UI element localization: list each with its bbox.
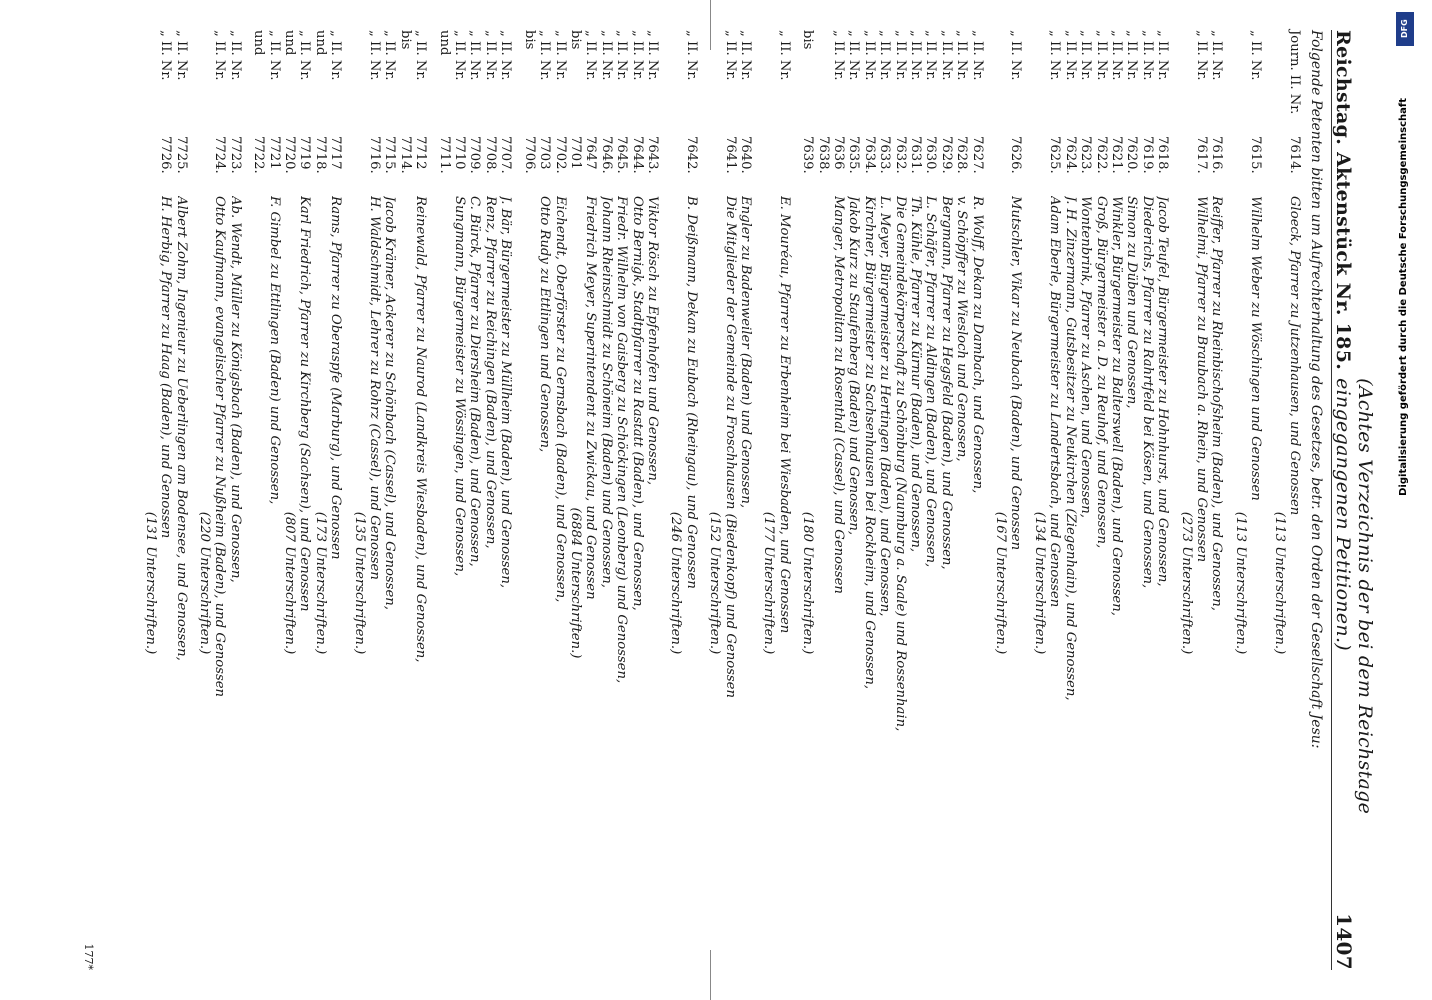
entry-number: 7724. xyxy=(212,136,228,174)
entry-journal-label: „ II. Nr. xyxy=(683,30,699,81)
petition-entry xyxy=(1209,30,1224,970)
entry-number xyxy=(351,136,366,196)
entry-text xyxy=(251,196,266,970)
entry-journal-label: „ II. Nr. xyxy=(923,30,939,81)
entry-journal-label: „ II. Nr. xyxy=(173,30,189,81)
petition-entry xyxy=(537,30,552,970)
entry-number: 7632. xyxy=(892,136,908,174)
header-title: (Achtes Verzeichnis der bei dem Reichstage eingegangenen Petitionen.) xyxy=(1332,378,1376,815)
entry-text: L. Schäfer, Pfarrer zu Aldingen (Baden), und Genossen, xyxy=(923,196,939,568)
entry-text: L. Meyer, Bürgermeister zu Hertingen (Baden), und Genossen, xyxy=(877,196,893,617)
entry-journal-label xyxy=(668,30,683,136)
entry-journal-label: „ II. Nr. xyxy=(1248,30,1264,81)
entry-text: (246 Unterschriften.) xyxy=(668,511,684,655)
petition-list xyxy=(142,30,1302,970)
entry-number: 7722. xyxy=(251,136,267,174)
entry-number: 7721 xyxy=(266,136,282,170)
entry-number xyxy=(761,136,776,196)
petition-entry xyxy=(683,30,698,970)
entry-number: 7647 xyxy=(583,136,599,170)
entry-text: J. H. Zinzermann, Gutsbesitzer zu Neukirchen (Ziegenhain), und Genossen, xyxy=(1062,196,1078,701)
entry-text: (113 Unterschriften.) xyxy=(1232,511,1248,655)
entry-number: 7723. xyxy=(227,136,243,174)
petition-entry xyxy=(923,30,938,970)
entry-number: 7701 xyxy=(567,136,583,170)
entry-text: Jakob Kurz zu Staufenberg (Baden) und Genossen, xyxy=(846,196,862,536)
entry-journal-label: „ II. Nr. xyxy=(552,30,568,81)
petition-entry xyxy=(197,30,212,970)
petition-entry xyxy=(800,30,815,970)
entry-text: Rams, Pfarrer zu Oberaspfe (Marburg), und Genossen xyxy=(328,196,344,560)
entry-journal-label xyxy=(1032,30,1047,136)
entry-number xyxy=(776,136,791,196)
entry-text: (177 Unterschriften.) xyxy=(761,511,777,655)
entry-text: (173 Unterschriften.) xyxy=(312,511,328,655)
petition-entry xyxy=(1194,30,1209,970)
entry-number: 7629. xyxy=(938,136,954,174)
entry-journal-label: bis xyxy=(521,30,537,50)
entry-number: 7710 xyxy=(452,136,468,170)
entry-text: Manger, Metropolitan zu Rosenthal (Cassel), und Genossen xyxy=(831,196,847,594)
entry-number: 7627. xyxy=(969,136,985,174)
entry-text: Th. Kühle, Pfarrer zu Kürnur (Baden), und Genossen, xyxy=(908,196,924,553)
entry-journal-label: „ II. Nr. xyxy=(1108,30,1124,81)
entry-journal-label: „ II. Nr. xyxy=(583,30,599,81)
entry-text: Diederichs, Pfarrer zu Rahrtfeld bei Kösen, und Genossen, xyxy=(1139,196,1155,589)
entry-journal-label: „ II. Nr. xyxy=(1093,30,1109,81)
petition-entry xyxy=(1232,30,1247,970)
petition-entry xyxy=(382,30,397,970)
entry-number: 7616. xyxy=(1209,136,1225,174)
footer-mark: 177* xyxy=(82,943,95,970)
entry-number: 7638. xyxy=(815,136,831,174)
petition-entry xyxy=(892,30,907,970)
petition-entry xyxy=(521,30,536,970)
entry-journal-label: bis xyxy=(397,30,413,50)
entry-text: Gloeck, Pfarrer zu Jutzenhausen, und Genossen xyxy=(1287,196,1302,516)
petition-entry xyxy=(436,30,451,970)
entry-journal-label: „ II. Nr. xyxy=(467,30,483,81)
entry-journal-label: „ II. Nr. xyxy=(537,30,553,81)
petition-entry xyxy=(552,30,567,970)
entry-journal-label: „ II. Nr. xyxy=(382,30,398,81)
entry-journal-label xyxy=(197,30,212,136)
fold-line-bottom xyxy=(710,950,711,1000)
entry-journal-label: „ II. Nr. xyxy=(629,30,645,81)
entry-text: Jacob Teufel, Bürgermeister zu Hohnhurst, und Genossen, xyxy=(1155,196,1171,587)
entry-text: (113 Unterschriften.) xyxy=(1271,511,1287,655)
entry-number: 7717 xyxy=(328,136,344,170)
petition-entry xyxy=(251,30,266,970)
entry-number: 7626. xyxy=(1008,136,1024,174)
entry-journal-label: „ II. Nr. xyxy=(614,30,630,81)
entry-number: 7716. xyxy=(367,136,383,174)
petition-entry xyxy=(761,30,776,970)
petition-entry xyxy=(993,30,1008,970)
entry-journal-label: „ II. Nr. xyxy=(367,30,383,81)
entry-text: Groß, Bürgermeister a. D. zu Reuhof, und Genossen, xyxy=(1093,196,1109,549)
entry-text: B. Deißmann, Dekan zu Eubach (Rheingau), und Genossen xyxy=(683,196,699,589)
digitization-credit: Digitalisierung gefördert durch die Deutsche Forschungsgemeinschaft xyxy=(1398,98,1409,496)
entry-number: 7618. xyxy=(1155,136,1171,174)
entry-text: (167 Unterschriften.) xyxy=(993,511,1009,655)
petition-entry xyxy=(1093,30,1108,970)
entry-journal-label: „ II. Nr. xyxy=(1008,30,1024,81)
entry-number: 7711. xyxy=(436,136,452,174)
entry-number: 7631. xyxy=(908,136,924,174)
petition-entry xyxy=(328,30,343,970)
fold-line-top xyxy=(710,0,711,50)
entry-journal-label: „ II. Nr. xyxy=(776,30,792,81)
entry-journal-label: „ II. Nr. xyxy=(1047,30,1063,81)
entry-number: 7712 xyxy=(413,136,429,170)
entry-text: v. Schöpffer zu Wiesloch und Genossen, xyxy=(954,196,970,462)
entry-number: 7633. xyxy=(877,136,893,174)
entry-number: 7624. xyxy=(1062,136,1078,174)
entry-number: 7635. xyxy=(846,136,862,174)
petition-entry xyxy=(568,30,583,970)
petition-entry xyxy=(1139,30,1154,970)
entry-journal-label: „ II. Nr. xyxy=(831,30,847,81)
petition-entry xyxy=(969,30,984,970)
petition-entry xyxy=(722,30,737,970)
entry-number: 7617. xyxy=(1193,136,1209,174)
entry-text: Mutschler, Vikar zu Neubach (Baden), und Genossen xyxy=(1008,196,1024,551)
entry-number: 7615. xyxy=(1248,136,1264,174)
petition-entry xyxy=(297,30,312,970)
entry-text: Reinewald, Pfarrer zu Naurod (Landkreis Wiesbaden), und Genossen, xyxy=(413,196,429,663)
petition-entry xyxy=(282,30,297,970)
petition-entry xyxy=(1178,30,1193,970)
petition-entry xyxy=(367,30,382,970)
entry-number: 7719 xyxy=(297,136,313,170)
entry-text: Simon zu Düben und Genossen, xyxy=(1124,196,1140,409)
entry-number: 7619. xyxy=(1139,136,1155,174)
entry-number: 7621. xyxy=(1108,136,1124,174)
entry-text: Albert Zohm, Ingenieur zu Ueberlingen am Bodensee, und Genossen, xyxy=(173,196,189,661)
entry-number xyxy=(707,136,722,196)
entry-number xyxy=(1178,136,1193,196)
entry-text: Friedrich Meyer, Superintendent zu Zwickau, und Genossen xyxy=(583,196,599,600)
entry-journal-label: „ II. Nr. xyxy=(877,30,893,81)
entry-text xyxy=(521,196,536,970)
dfg-logo: DFG xyxy=(1396,12,1414,46)
entry-text: Otto Kaufmann, evangelischer Pfarrer zu Nußheim (Baden), und Genossen xyxy=(212,196,228,698)
entry-number xyxy=(668,136,683,196)
entry-journal-label: „ II. Nr. xyxy=(954,30,970,81)
petition-entry xyxy=(483,30,498,970)
entry-number xyxy=(142,136,157,196)
page-header xyxy=(1331,30,1376,970)
entry-journal-label: „ II. Nr. xyxy=(1124,30,1140,81)
entry-text: Sungmann, Bürgermeister zu Wössingen, und Genossen, xyxy=(452,196,468,577)
entry-text: H. Herbig, Pfarrer zu Haag (Baden), und Genossen xyxy=(158,196,174,539)
petition-entry xyxy=(1047,30,1062,970)
page-number: 1407 xyxy=(1332,913,1356,970)
petition-entry xyxy=(1248,30,1263,970)
petition-entry xyxy=(629,30,644,970)
entry-text: Karl Friedrich, Pfarrer zu Kirchberg (Sachsen), und Genossen xyxy=(297,196,313,612)
petition-entry xyxy=(1062,30,1077,970)
petition-entry xyxy=(776,30,791,970)
petition-entry xyxy=(351,30,366,970)
petition-entry xyxy=(1008,30,1023,970)
entry-journal-label: „ II. Nr. xyxy=(722,30,738,81)
entry-journal-label: „ II. Nr. xyxy=(328,30,344,81)
petition-entry xyxy=(861,30,876,970)
header-left: Reichstag. Aktenstück Nr. 185. xyxy=(1332,30,1354,371)
entry-text: Eichendt, Oberförster zu Gernsbach (Baden), und Genossen, xyxy=(552,196,568,603)
petition-entry xyxy=(266,30,281,970)
entry-journal-label: „ II. Nr. xyxy=(1155,30,1171,81)
petition-entry xyxy=(938,30,953,970)
document-page xyxy=(32,30,1376,970)
entry-journal-label: „ II. Nr. xyxy=(644,30,660,81)
entry-text xyxy=(815,196,830,970)
entry-number: 7636 xyxy=(831,136,847,170)
entry-number: 7614. xyxy=(1287,136,1302,174)
entry-text: H. Waldschmidt, Lehrer zu Rohrz (Cassel), und Genossen xyxy=(367,196,383,580)
petition-entry xyxy=(467,30,482,970)
entry-number: 7725. xyxy=(173,136,189,174)
entry-text: Ab. Wendt, Müller zu Königsbach (Baden), und Genossen, xyxy=(227,196,243,583)
petition-entry xyxy=(173,30,188,970)
entry-text: Winkler, Bürgermeister zu Balterswell (Baden), und Genossen, xyxy=(1108,196,1124,616)
petition-entry xyxy=(452,30,467,970)
side-strip xyxy=(1392,8,1420,998)
petition-entry xyxy=(312,30,327,970)
petition-entry xyxy=(614,30,629,970)
entry-number: 7726. xyxy=(158,136,174,174)
petition-entry xyxy=(598,30,613,970)
entry-journal-label: „ II. Nr. xyxy=(846,30,862,81)
entry-journal-label: und xyxy=(312,30,328,56)
petition-entry xyxy=(1271,30,1286,970)
entry-number: 7715. xyxy=(382,136,398,174)
entry-text: (152 Unterschriften.) xyxy=(707,511,723,655)
entry-journal-label: „ II. Nr. xyxy=(227,30,243,81)
entry-number: 7630. xyxy=(923,136,939,174)
entry-journal-label: „ II. Nr. xyxy=(738,30,753,81)
petition-entry xyxy=(1124,30,1139,970)
entry-text: F. Gimbel zu Ettlingen (Baden) und Genossen, xyxy=(266,196,282,505)
entry-text: Wilhelmi, Pfarrer zu Braubach a. Rhein, und Genossen xyxy=(1193,196,1209,563)
entry-number: 7634. xyxy=(861,136,877,174)
entry-number: 7702. xyxy=(552,136,568,174)
entry-journal-label xyxy=(351,30,366,136)
entry-text: Reiffer, Pfarrer zu Rheinbischofsheim (Baden), und Genossen, xyxy=(1209,196,1225,611)
petition-entry xyxy=(413,30,428,970)
entry-text: (180 Unterschriften.) xyxy=(800,511,816,655)
petition-entry xyxy=(498,30,513,970)
entry-journal-label xyxy=(761,30,776,136)
entry-number: 7707. xyxy=(498,136,514,174)
entry-text: Otto Bernigk, Stadtpfarrer zu Rastatt (Baden), und Genossen, xyxy=(629,196,645,611)
petition-entry xyxy=(645,30,660,970)
entry-text: E. Mouréau, Pfarrer zu Erbenheim bei Wiesbaden, und Genossen xyxy=(776,196,792,634)
entry-number: 7644. xyxy=(629,136,645,174)
petition-entry xyxy=(158,30,173,970)
entry-number: 7718. xyxy=(312,136,328,174)
entry-journal-label xyxy=(142,30,157,136)
entry-number: 7645. xyxy=(614,136,630,174)
entry-number: 7620. xyxy=(1124,136,1140,174)
entry-journal-label xyxy=(993,30,1008,136)
entry-journal-label: „ II. Nr. xyxy=(598,30,614,81)
entry-text: (135 Unterschriften.) xyxy=(351,511,367,655)
entry-number xyxy=(197,136,212,196)
entry-text: Otto Rudy zu Ettlingen und Genossen, xyxy=(537,196,553,453)
entry-journal-label: „ II. Nr. xyxy=(212,30,228,81)
entry-text: (807 Unterschriften.) xyxy=(282,511,298,655)
entry-journal-label: „ II. Nr. xyxy=(297,30,313,81)
entry-journal-label: bis xyxy=(800,30,816,50)
entry-number: 7706. xyxy=(521,136,537,174)
petition-entry xyxy=(954,30,969,970)
entry-text: Viktor Rösch zu Epfenhofen und Genossen, xyxy=(644,196,660,486)
intro-text: Folgende Petenten bitten um Aufrechterhaltung des Gesetzes, betr. den Orden der Gesellschaft Jesu: xyxy=(1308,30,1324,749)
entry-journal-label: „ II. Nr. xyxy=(1139,30,1155,81)
entry-journal-label: „ II. Nr. xyxy=(1062,30,1078,81)
entry-journal-label: „ II. Nr. xyxy=(158,30,174,81)
entry-journal-label: und xyxy=(282,30,298,56)
petition-entry xyxy=(142,30,157,970)
entry-journal-label xyxy=(1232,30,1247,136)
entry-journal-label: „ II. Nr. xyxy=(908,30,924,81)
entry-number: 7641. xyxy=(722,136,738,174)
entry-text: J. Bär, Bürgermeister zu Müllheim (Baden), und Genossen, xyxy=(498,196,514,589)
entry-number xyxy=(993,136,1008,196)
entry-number: 7642. xyxy=(683,136,699,174)
entry-journal-label: „ II. Nr. xyxy=(1209,30,1225,81)
entry-text: Die Mitglieder der Gemeinde zu Froschhausen (Biedenkopf) und Genossen xyxy=(722,196,738,698)
entry-number: 7646. xyxy=(598,136,614,174)
petition-entry xyxy=(668,30,683,970)
entry-text: Wilhelm Weber zu Wöschingen und Genossen xyxy=(1248,196,1264,501)
entry-number: 7628. xyxy=(954,136,970,174)
petition-entry xyxy=(815,30,830,970)
petition-entry xyxy=(1109,30,1124,970)
entry-text xyxy=(397,196,412,970)
entry-text: Friedr. Wilhelm von Gaisberg zu Schöckingen (Leonberg) und Genossen, xyxy=(614,196,630,684)
entry-journal-label: „ II. Nr. xyxy=(861,30,877,81)
entry-text: Adam Eberle, Bürgermeister zu Landertsbach, und Genossen xyxy=(1047,196,1063,608)
entry-journal-label: „ II. Nr. xyxy=(969,30,985,81)
entry-journal-label: und xyxy=(251,30,267,56)
entry-number: 7625. xyxy=(1047,136,1063,174)
entry-text: (6884 Unterschriften.) xyxy=(567,507,583,659)
entry-number xyxy=(1232,136,1247,196)
entry-number: 7640. xyxy=(738,136,753,174)
entry-text: (134 Unterschriften.) xyxy=(1031,511,1047,655)
petition-entry xyxy=(583,30,598,970)
entry-number: 7643. xyxy=(644,136,660,174)
entry-journal-label xyxy=(815,30,830,136)
entry-journal-label: „ II. Nr. xyxy=(1078,30,1094,81)
petition-entry xyxy=(738,30,753,970)
entry-journal-label: „ II. Nr. xyxy=(413,30,429,81)
entry-text: Die Gemeindekörperschaft zu Schönburg (Naumburg a. Saale) und Rossenhain, xyxy=(892,196,908,732)
entry-text: (220 Unterschriften.) xyxy=(197,511,212,655)
entry-number: 7720. xyxy=(282,136,298,174)
entry-journal-label: „ II. Nr. xyxy=(892,30,908,81)
entry-journal-label xyxy=(1271,30,1286,136)
entry-journal-label: „ II. Nr. xyxy=(938,30,954,81)
entry-text: Jacob Krämer, Ackerer zu Schönbach (Cassel), und Genossen, xyxy=(382,196,398,610)
entry-text: Kirchner, Bürgermeister zu Sachsenhausen bei Rockheim, und Genossen, xyxy=(861,196,877,690)
entry-journal-label: bis xyxy=(567,30,583,50)
entry-text: R. Wolff, Dekan zu Dambach, und Genossen, xyxy=(969,196,985,494)
entry-number: 7708. xyxy=(482,136,498,174)
entry-number xyxy=(1032,136,1047,196)
petition-entry xyxy=(707,30,722,970)
entry-text: Wontenbrink, Pfarrer zu Aschen, und Genossen, xyxy=(1078,196,1094,518)
entry-text: (131 Unterschriften.) xyxy=(142,511,158,655)
entry-number: 7703 xyxy=(537,136,553,170)
entry-number xyxy=(1271,136,1286,196)
petition-entry xyxy=(397,30,412,970)
petition-entry xyxy=(1078,30,1093,970)
entry-journal-label: und xyxy=(436,30,452,56)
entry-text: (273 Unterschriften.) xyxy=(1178,511,1194,655)
entry-number: 7714. xyxy=(397,136,413,174)
entry-text: Engler zu Badenweiler (Baden) und Genossen, xyxy=(738,196,753,509)
entry-text: Renz, Pfarrer zu Reichingen (Baden), und Genossen, xyxy=(482,196,498,549)
petition-entry xyxy=(908,30,923,970)
entry-journal-label: „ II. Nr. xyxy=(482,30,498,81)
petition-entry xyxy=(1287,30,1302,970)
entry-number: 7622. xyxy=(1093,136,1109,174)
entry-number: 7709. xyxy=(467,136,483,174)
entry-text: Johann Rheinschmidt zu Schöneim (Baden) und Genossen, xyxy=(598,196,614,588)
petition-entry xyxy=(877,30,892,970)
entry-journal-label: Journ. II. Nr. xyxy=(1287,30,1302,115)
petition-entry xyxy=(1155,30,1170,970)
entry-journal-label: „ II. Nr. xyxy=(452,30,468,81)
petition-entry xyxy=(212,30,227,970)
entry-journal-label: „ II. Nr. xyxy=(266,30,282,81)
petition-entry xyxy=(846,30,861,970)
petition-entry xyxy=(227,30,242,970)
entry-text: C. Bürck, Pfarrer zu Diersheim (Baden), und Genossen, xyxy=(467,196,483,567)
entry-journal-label: „ II. Nr. xyxy=(1193,30,1209,81)
entry-journal-label xyxy=(1178,30,1193,136)
entry-text xyxy=(436,196,451,970)
petition-entry xyxy=(1032,30,1047,970)
entry-number: 7639. xyxy=(800,136,816,174)
entry-journal-label: „ II. Nr. xyxy=(498,30,514,81)
entry-text: Bergmann, Pfarrer zu Hegsfeld (Baden), und Genossen, xyxy=(938,196,954,570)
petition-entry xyxy=(831,30,846,970)
entry-number: 7623. xyxy=(1078,136,1094,174)
